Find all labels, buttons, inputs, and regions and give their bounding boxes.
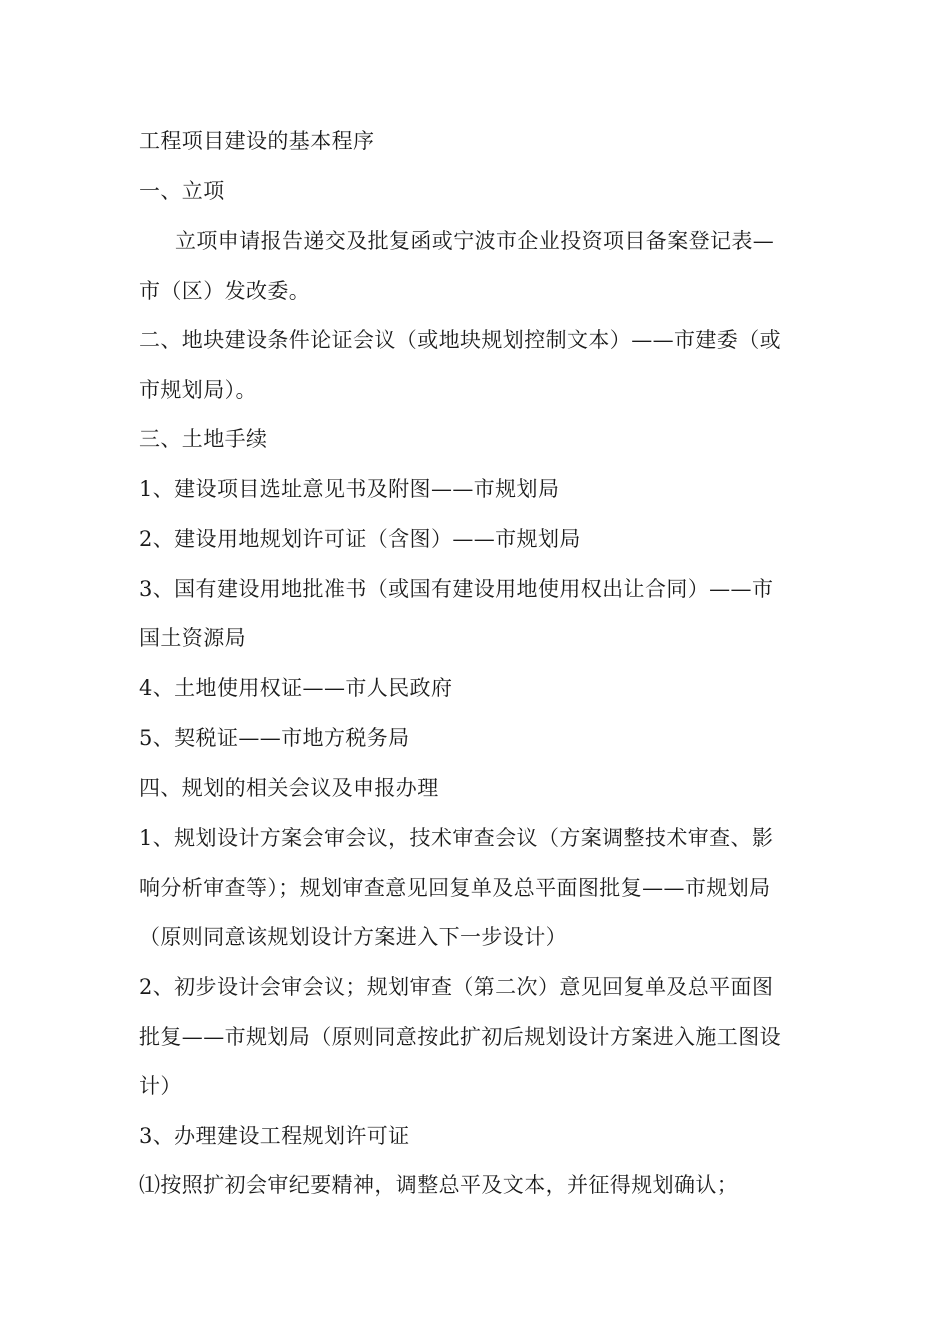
list-item: 4、土地使用权证——市人民政府 <box>139 676 453 700</box>
paragraph-line: 计） <box>139 1074 182 1098</box>
paragraph-line: 批复——市规划局（原则同意按此扩初后规划设计方案进入施工图设 <box>139 1025 781 1049</box>
paragraph-line: （原则同意该规划设计方案进入下一步设计） <box>139 925 567 949</box>
list-item: 1、建设项目选址意见书及附图——市规划局 <box>139 477 560 501</box>
list-item: 2、初步设计会审会议；规划审查（第二次）意见回复单及总平面图 <box>139 975 774 999</box>
section-heading-4: 四、规划的相关会议及申报办理 <box>139 776 439 800</box>
section-heading-2: 二、地块建设条件论证会议（或地块规划控制文本）——市建委（或 <box>139 328 781 352</box>
section-heading-3: 三、土地手续 <box>139 427 268 451</box>
document-title: 工程项目建设的基本程序 <box>139 129 375 153</box>
list-item: 3、办理建设工程规划许可证 <box>139 1124 410 1148</box>
paragraph-line: 市规划局）。 <box>139 378 257 402</box>
section-heading-1: 一、立项 <box>139 179 225 203</box>
paragraph-line: 国土资源局 <box>139 626 246 650</box>
paragraph-line: 市（区）发改委。 <box>139 279 311 303</box>
paragraph-line: 立项申请报告递交及批复函或宁波市企业投资项目备案登记表— <box>175 229 775 253</box>
paragraph-line: 响分析审查等）；规划审查意见回复单及总平面图批复——市规划局 <box>139 876 771 900</box>
list-item: 1、规划设计方案会审会议，技术审查会议（方案调整技术审查、影 <box>139 826 774 850</box>
list-item: 5、契税证——市地方税务局 <box>139 726 410 750</box>
list-item: 2、建设用地规划许可证（含图）——市规划局 <box>139 527 581 551</box>
list-item: ⑴按照扩初会审纪要精神，调整总平及文本，并征得规划确认； <box>139 1173 739 1197</box>
list-item: 3、国有建设用地批准书（或国有建设用地使用权出让合同）——市 <box>139 577 774 601</box>
